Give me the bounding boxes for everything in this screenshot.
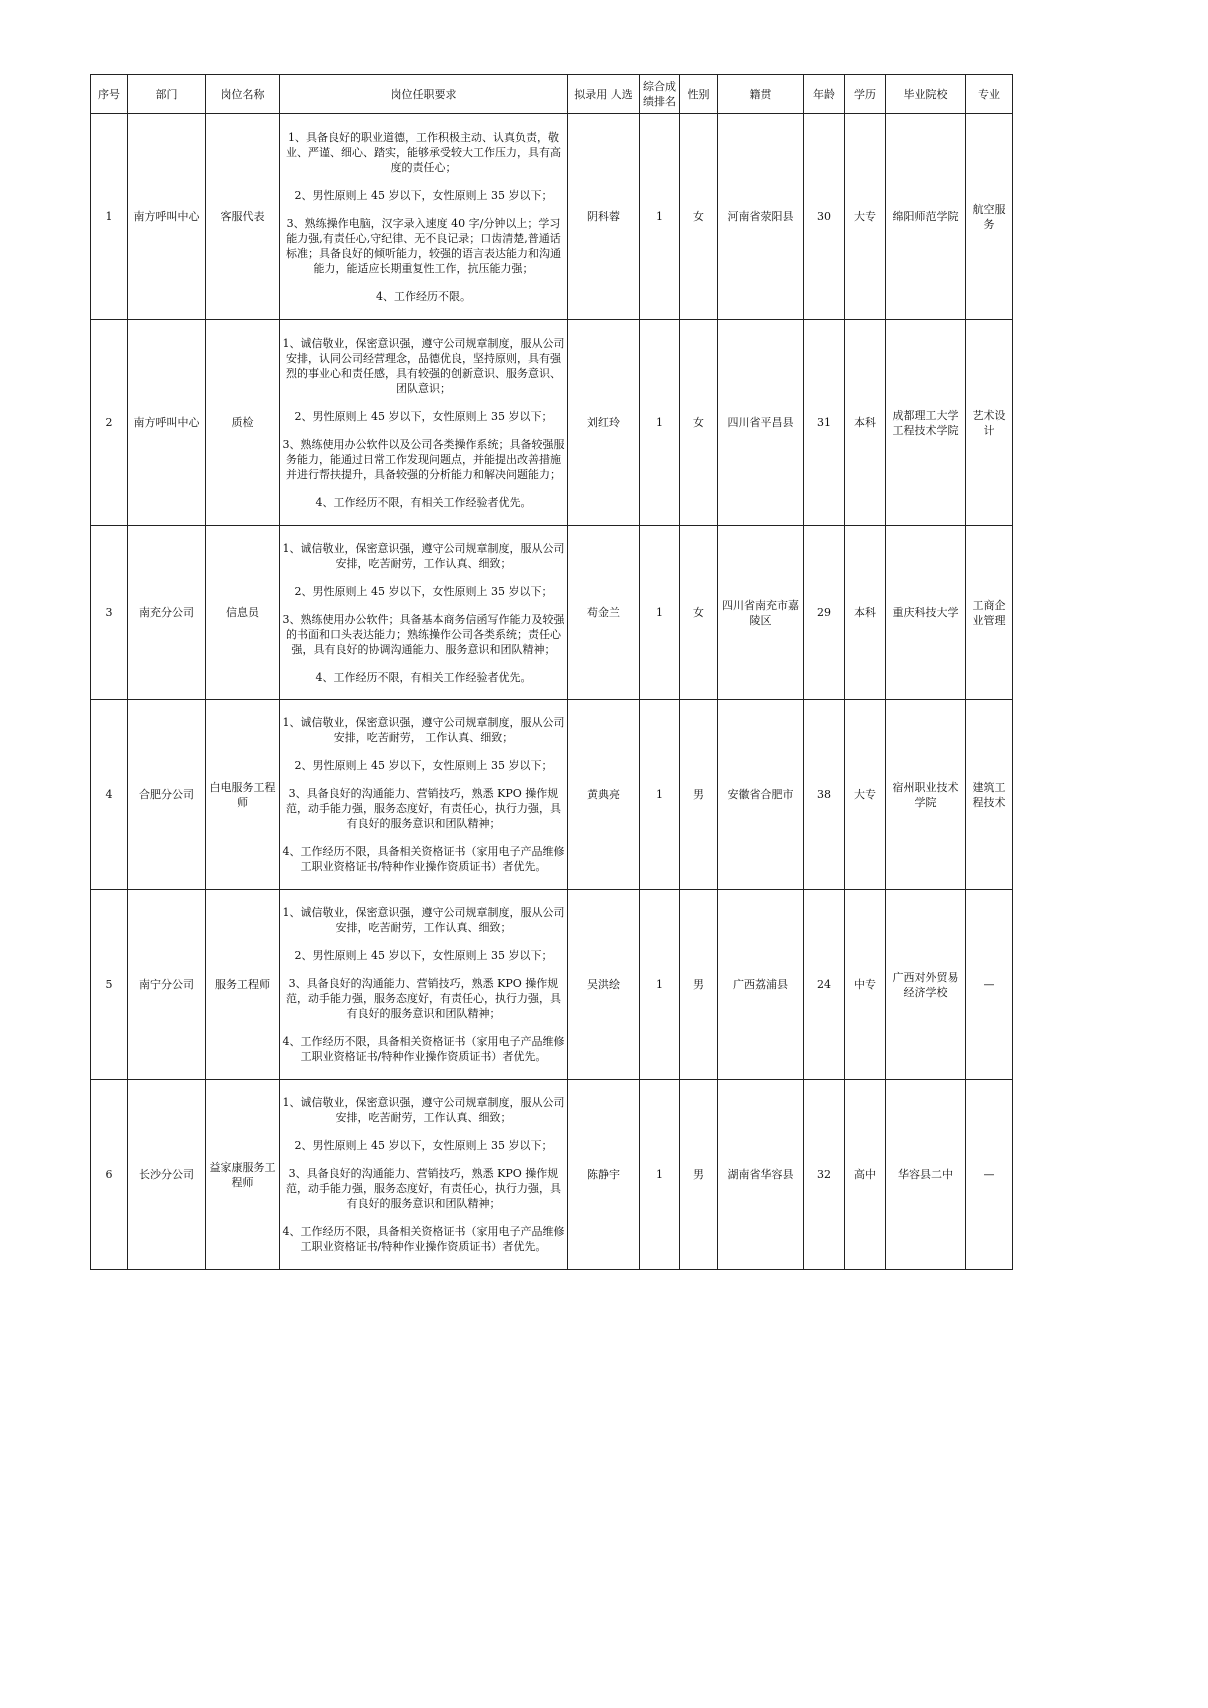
- requirement-line: 1、诚信敬业，保密意识强，遵守公司规章制度，服从公司安排，吃苦耐劳，工作认真、细致；: [282, 1096, 565, 1124]
- cell-origin: 广西荔浦县: [718, 890, 804, 1080]
- cell-major: 航空服务: [966, 114, 1013, 320]
- requirement-line: 2、男性原则上 45 岁以下，女性原则上 35 岁以下；: [294, 409, 553, 423]
- header-dept: 部门: [128, 75, 206, 114]
- cell-name: 阴科蓉: [568, 114, 640, 320]
- cell-name: 吴洪绘: [568, 890, 640, 1080]
- cell-school: 宿州职业技术学院: [886, 700, 966, 890]
- cell-dept: 南充分公司: [128, 526, 206, 700]
- cell-school: 成都理工大学工程技术学院: [886, 320, 966, 526]
- requirement-line: 3、具备良好的沟通能力、营销技巧，熟悉 KPO 操作规范，动手能力强，服务态度好，有责任心，执行力强，具有良好的服务意识和团队精神；: [286, 787, 561, 830]
- cell-age: 32: [804, 1080, 845, 1270]
- cell-rank: 1: [640, 1080, 680, 1270]
- requirement-line: 1、诚信敬业，保密意识强，遵守公司规章制度，服从公司安排，认同公司经营理念，品德优良，坚持原则，具有强烈的事业心和责任感，具有较强的创新意识、服务意识、团队意识；: [282, 336, 565, 395]
- cell-no: 1: [91, 114, 128, 320]
- header-school: 毕业院校: [886, 75, 966, 114]
- candidate-table: [90, 74, 1013, 1270]
- cell-edu: 本科: [845, 320, 886, 526]
- cell-no: 5: [91, 890, 128, 1080]
- cell-edu: 大专: [845, 114, 886, 320]
- cell-no: 2: [91, 320, 128, 526]
- requirement-line: 4、工作经历不限，具备相关资格证书（家用电子产品维修工职业资格证书/特种作业操作资质证书）者优先。: [282, 1035, 565, 1063]
- cell-school: 华容县二中: [886, 1080, 966, 1270]
- cell-position: 白电服务工程师: [206, 700, 280, 890]
- cell-rank: 1: [640, 890, 680, 1080]
- cell-gender: 女: [680, 114, 718, 320]
- cell-name: 陈静宇: [568, 1080, 640, 1270]
- cell-rank: 1: [640, 700, 680, 890]
- cell-rank: 1: [640, 526, 680, 700]
- requirement-line: 3、具备良好的沟通能力、营销技巧，熟悉 KPO 操作规范，动手能力强，服务态度好，有责任心，执行力强，具有良好的服务意识和团队精神；: [286, 977, 561, 1020]
- header-requirements: 岗位任职要求: [280, 75, 568, 114]
- cell-gender: 男: [680, 1080, 718, 1270]
- table-row: [91, 700, 1013, 890]
- cell-dept: 南方呼叫中心: [128, 320, 206, 526]
- cell-origin: 湖南省华容县: [718, 1080, 804, 1270]
- header-no: 序号: [91, 75, 128, 114]
- table-row: [91, 320, 1013, 526]
- header-name: 拟录用 人选: [568, 75, 640, 114]
- cell-rank: 1: [640, 114, 680, 320]
- cell-major: 建筑工程技术: [966, 700, 1013, 890]
- cell-position: 质检: [206, 320, 280, 526]
- requirement-line: 3、熟练操作电脑，汉字录入速度 40 字/分钟以上；学习能力强,有责任心,守纪律、无不良记录；口齿清楚,普通话标准；具备良好的倾听能力，较强的语言表达能力和沟通能力，能适应长期重复性工作，抗压能力强；: [286, 216, 561, 275]
- cell-requirements: [280, 114, 568, 320]
- header-rank: 综合成绩排名: [640, 75, 680, 114]
- requirement-line: 3、具备良好的沟通能力、营销技巧，熟悉 KPO 操作规范，动手能力强，服务态度好，有责任心，执行力强，具有良好的服务意识和团队精神；: [286, 1167, 561, 1210]
- header-edu: 学历: [845, 75, 886, 114]
- requirement-line: 4、工作经历不限，具备相关资格证书（家用电子产品维修工职业资格证书/特种作业操作资质证书）者优先。: [282, 1225, 565, 1253]
- requirement-line: 1、具备良好的职业道德，工作积极主动、认真负责，敬业、严谨、细心、踏实，能够承受较大工作压力，具有高度的责任心；: [286, 130, 561, 174]
- requirement-line: 1、诚信敬业，保密意识强，遵守公司规章制度，服从公司安排，吃苦耐劳，工作认真、细致；: [282, 906, 565, 934]
- requirement-line: 3、熟练使用办公软件；具备基本商务信函写作能力及较强的书面和口头表达能力；熟练操作公司各类系统；责任心强，具有良好的协调沟通能力、服务意识和团队精神；: [282, 612, 565, 656]
- cell-gender: 女: [680, 526, 718, 700]
- requirement-line: 2、男性原则上 45 岁以下，女性原则上 35 岁以下；: [294, 1139, 553, 1152]
- cell-age: 38: [804, 700, 845, 890]
- cell-name: 黄典亮: [568, 700, 640, 890]
- cell-gender: 女: [680, 320, 718, 526]
- cell-origin: 安徽省合肥市: [718, 700, 804, 890]
- cell-gender: 男: [680, 890, 718, 1080]
- cell-position: 服务工程师: [206, 890, 280, 1080]
- cell-school: 绵阳师范学院: [886, 114, 966, 320]
- table-row: [91, 526, 1013, 700]
- cell-edu: 中专: [845, 890, 886, 1080]
- header-position: 岗位名称: [206, 75, 280, 114]
- cell-gender: 男: [680, 700, 718, 890]
- table-row: [91, 114, 1013, 320]
- cell-name: 刘红玲: [568, 320, 640, 526]
- requirement-line: 2、男性原则上 45 岁以下，女性原则上 35 岁以下；: [294, 759, 553, 772]
- table-row: [91, 1080, 1013, 1270]
- cell-major: 艺术设计: [966, 320, 1013, 526]
- cell-requirements: [280, 526, 568, 700]
- cell-school: 广西对外贸易经济学校: [886, 890, 966, 1080]
- cell-major: —: [966, 890, 1013, 1080]
- cell-requirements: [280, 1080, 568, 1270]
- requirement-line: 1、诚信敬业，保密意识强，遵守公司规章制度，服从公司安排，吃苦耐劳， 工作认真、细致；: [282, 716, 565, 744]
- cell-no: 4: [91, 700, 128, 890]
- cell-age: 29: [804, 526, 845, 700]
- header-gender: 性别: [680, 75, 718, 114]
- cell-dept: 南宁分公司: [128, 890, 206, 1080]
- cell-major: 工商企业管理: [966, 526, 1013, 700]
- cell-age: 24: [804, 890, 845, 1080]
- cell-no: 3: [91, 526, 128, 700]
- requirement-line: 3、熟练使用办公软件以及公司各类操作系统；具备较强服务能力，能通过日常工作发现问题点，并能提出改善措施并进行帮扶提升，具备较强的分析能力和解决问题能力；: [282, 437, 565, 481]
- cell-position: 客服代表: [206, 114, 280, 320]
- requirement-line: 2、男性原则上 45 岁以下，女性原则上 35 岁以下；: [294, 949, 553, 962]
- cell-no: 6: [91, 1080, 128, 1270]
- cell-requirements: [280, 700, 568, 890]
- cell-requirements: [280, 320, 568, 526]
- requirement-line: 4、工作经历不限，有相关工作经验者优先。: [315, 495, 532, 509]
- requirement-line: 2、男性原则上 45 岁以下，女性原则上 35 岁以下；: [294, 188, 553, 202]
- header-origin: 籍贯: [718, 75, 804, 114]
- table-row: [91, 890, 1013, 1080]
- cell-origin: 四川省平昌县: [718, 320, 804, 526]
- requirement-line: 4、工作经历不限。: [376, 289, 471, 303]
- cell-edu: 本科: [845, 526, 886, 700]
- cell-school: 重庆科技大学: [886, 526, 966, 700]
- cell-age: 31: [804, 320, 845, 526]
- cell-origin: 四川省南充市嘉陵区: [718, 526, 804, 700]
- cell-edu: 高中: [845, 1080, 886, 1270]
- requirement-line: 4、工作经历不限，有相关工作经验者优先。: [315, 670, 532, 684]
- cell-age: 30: [804, 114, 845, 320]
- table-header-row: [91, 75, 1013, 114]
- cell-position: 益家康服务工程师: [206, 1080, 280, 1270]
- requirement-line: 4、工作经历不限，具备相关资格证书（家用电子产品维修工职业资格证书/特种作业操作资质证书）者优先。: [282, 845, 565, 873]
- cell-dept: 合肥分公司: [128, 700, 206, 890]
- header-age: 年龄: [804, 75, 845, 114]
- cell-major: —: [966, 1080, 1013, 1270]
- header-major: 专业: [966, 75, 1013, 114]
- requirement-line: 1、诚信敬业，保密意识强，遵守公司规章制度，服从公司安排，吃苦耐劳，工作认真、细致；: [282, 541, 565, 570]
- requirement-line: 2、男性原则上 45 岁以下，女性原则上 35 岁以下；: [294, 584, 553, 598]
- cell-dept: 长沙分公司: [128, 1080, 206, 1270]
- cell-requirements: [280, 890, 568, 1080]
- cell-position: 信息员: [206, 526, 280, 700]
- cell-edu: 大专: [845, 700, 886, 890]
- cell-dept: 南方呼叫中心: [128, 114, 206, 320]
- cell-origin: 河南省荥阳县: [718, 114, 804, 320]
- cell-rank: 1: [640, 320, 680, 526]
- cell-name: 苟金兰: [568, 526, 640, 700]
